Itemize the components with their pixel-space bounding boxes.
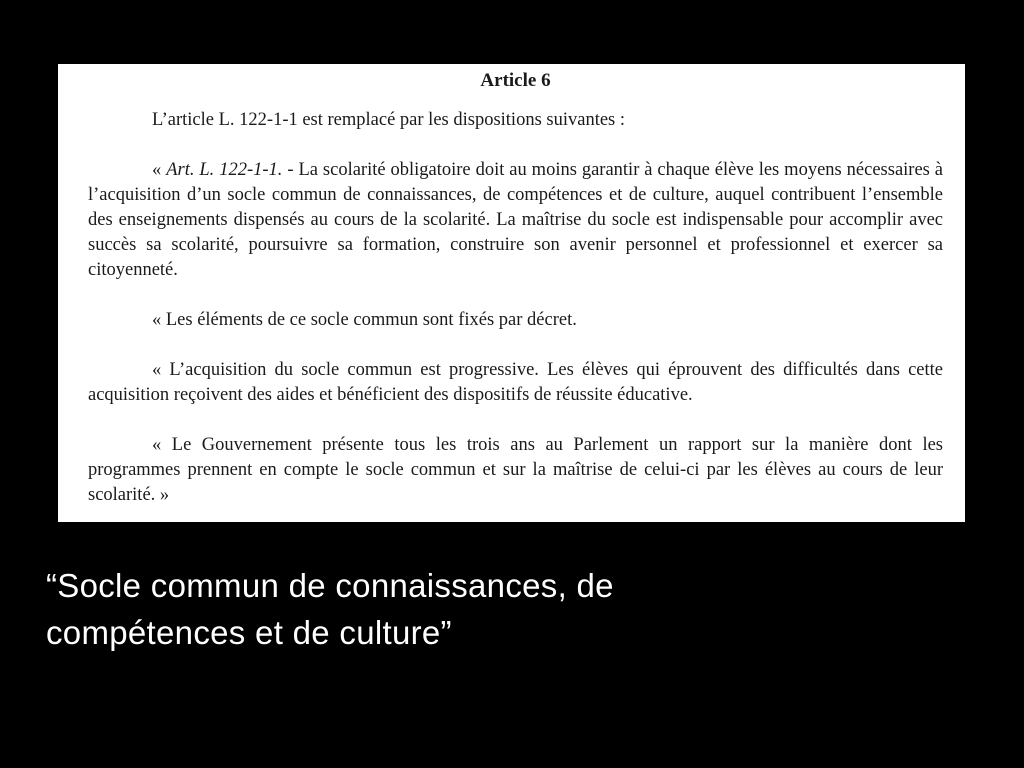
quote-open: « xyxy=(152,160,167,180)
article-reference: Art. L. 122-1-1. xyxy=(166,160,283,180)
caption-line-2: compétences et de culture” xyxy=(46,614,452,651)
caption-line-1: “Socle commun de connaissances, de xyxy=(46,567,614,604)
acquisition-paragraph: « L’acquisition du socle commun est progressive. Les élèves qui éprouvent des difficultés dans cette acquisition reçoivent des aides et bénéficient des dispositifs de réussite éducative. xyxy=(88,360,943,405)
article-body: - La scolarité obligatoire doit au moins garantir à chaque élève les moyens nécessaires à l’acquisition d’un socle commun de connaissances, de compétences et de culture, auquel contribuent l’ensemble des enseignements dispensés au cours de la scolarité. La maîtrise du socle est indispensable pour accomplir avec succès sa scolarité, poursuivre sa formation, construire son avenir personnel et professionnel et exercer sa citoyenneté. xyxy=(88,160,944,280)
article-title: Article 6 xyxy=(480,70,551,91)
article-paragraph xyxy=(88,158,943,283)
intro-paragraph: L’article L. 122-1-1 est remplacé par les dispositions suivantes : xyxy=(152,110,626,130)
document-excerpt xyxy=(58,64,965,522)
slide-caption xyxy=(46,562,946,656)
decret-paragraph: « Les éléments de ce socle commun sont fixés par décret. xyxy=(152,310,577,330)
gouvernement-paragraph: « Le Gouvernement présente tous les trois ans au Parlement un rapport sur la manière dont les programmes prennent en compte le socle commun et sur la maîtrise de celui-ci par les élèves au cours de leur scolarité. » xyxy=(88,435,943,505)
